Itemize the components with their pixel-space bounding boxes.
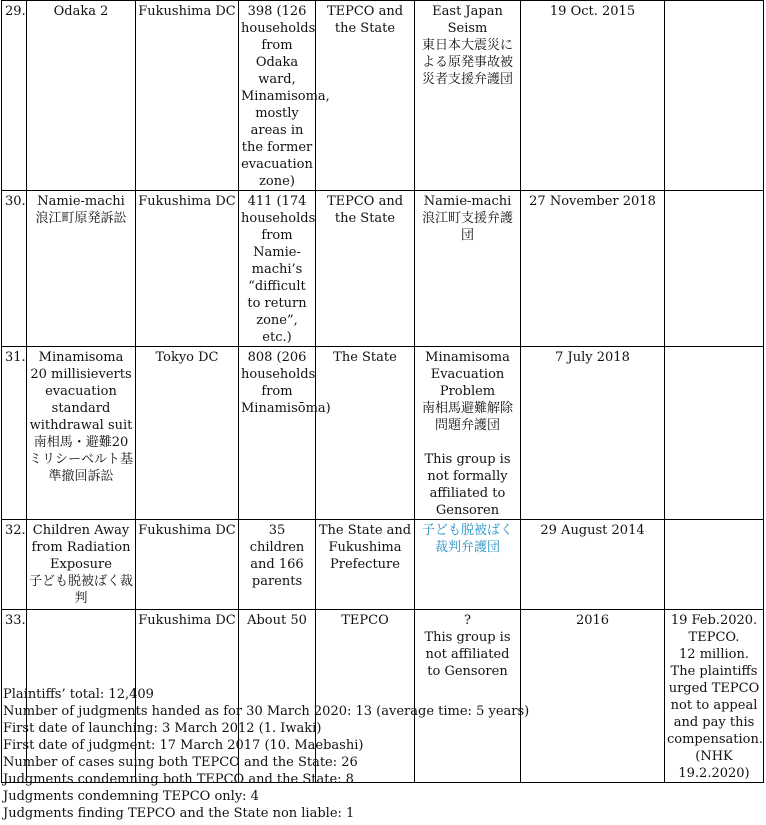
lawyers-line: 南相馬避難解除問題弁護団: [421, 401, 513, 433]
lawyers-line: East Japan Seism: [432, 4, 503, 36]
case-name-line: Namie-machi: [37, 194, 125, 209]
defendants: The State: [316, 347, 415, 520]
summary-line: Judgments condemning both TEPCO and the State: 8: [3, 772, 354, 787]
court: Tokyo DC: [136, 347, 239, 520]
judgment-line: The plaintiffs urged TEPCO not to appeal and pay this compensation.: [667, 664, 763, 747]
lawyers-line: Minamisoma Evacuation Problem: [425, 350, 510, 399]
judgment-line: (NHK 19.2.2020): [678, 749, 750, 781]
lawyers-line: Namie-machi: [423, 194, 512, 209]
summary-line: Judgments finding TEPCO and the State non liable: 1: [3, 806, 355, 821]
court: Fukushima DC: [136, 610, 239, 783]
table-row: [2, 1, 764, 191]
filing-date: 29 August 2014: [521, 520, 665, 610]
judgment-line: 19 Feb.2020.: [670, 613, 758, 628]
court: Fukushima DC: [136, 191, 239, 347]
judgment: [665, 347, 764, 520]
lawyers-spacer: [417, 434, 518, 451]
filing-date: 7 July 2018: [521, 347, 665, 520]
case-number: 33.: [2, 610, 27, 783]
case-name: [27, 347, 136, 520]
lawyers-group-link[interactable]: 子ども脱被ばく裁判弁護団: [421, 523, 513, 555]
case-number: 31.: [2, 347, 27, 520]
case-name-line: 子ども脱被ばく裁判: [29, 574, 134, 606]
defendants: The State and Fukushima Prefecture: [316, 520, 415, 610]
table-row: [2, 520, 764, 610]
judgment: [665, 520, 764, 610]
summary-line: First date of launching: 3 March 2012 (1. Iwaki): [3, 721, 322, 736]
judgment-line: TEPCO.: [688, 630, 740, 645]
lawyers-line: This group is not affiliated to Gensoren: [424, 630, 511, 679]
summary-line: First date of judgment: 17 March 2017 (10. Maebashi): [3, 738, 364, 753]
lawsuits-table: [1, 0, 764, 783]
table-row: [2, 191, 764, 347]
summary-block: [3, 686, 763, 822]
court: Fukushima DC: [136, 1, 239, 191]
judgment: [665, 191, 764, 347]
lawyers-line: 東日本大震災による原発事故被災者支援弁護団: [421, 38, 513, 87]
defendants: TEPCO and the State: [316, 1, 415, 191]
case-name-line: 南相馬・避難20ミリシーベルト基準撤回訴訟: [29, 435, 134, 484]
summary-line: Judgments condemning TEPCO only: 4: [3, 789, 259, 804]
judgment-line: 12 million.: [679, 647, 749, 662]
court: Fukushima DC: [136, 520, 239, 610]
plaintiffs: About 50: [239, 610, 316, 783]
case-name: [27, 191, 136, 347]
case-name: [27, 520, 136, 610]
defendants: TEPCO and the State: [316, 191, 415, 347]
case-number: 29.: [2, 1, 27, 191]
lawyers-line: This group is not formally affiliated to Gensoren: [424, 452, 511, 518]
plaintiffs: 398 (126 households from Odaka ward, Minamisoma, mostly areas in the former evacuation zone): [239, 1, 316, 191]
plaintiffs: 411 (174 households from Namie-machi’s “difficult to return zone”, etc.): [239, 191, 316, 347]
case-number: 30.: [2, 191, 27, 347]
lawyers-group: [415, 347, 521, 520]
lawyers-group: [415, 191, 521, 347]
case-number: 32.: [2, 520, 27, 610]
summary-line: Number of cases suing both TEPCO and the State: 26: [3, 755, 358, 770]
summary-line: Plaintiffs’ total: 12,409: [3, 687, 154, 702]
case-name-line: Odaka 2: [53, 4, 109, 19]
case-name: [27, 1, 136, 191]
case-name-line: 浪江町原発訴訟: [35, 211, 127, 226]
lawyers-group: [415, 520, 521, 610]
case-name-line: Minamisoma 20 millisieverts evacuation standard withdrawal suit: [29, 350, 133, 433]
lawyers-group: [415, 1, 521, 191]
plaintiffs: 35 children and 166 parents: [239, 520, 316, 610]
plaintiffs: 808 (206 households from Minamisōma): [239, 347, 316, 520]
case-name-line: Children Away from Radiation Exposure: [31, 523, 131, 572]
filing-date: 2016: [521, 610, 665, 783]
judgment: [665, 1, 764, 191]
filing-date: 27 November 2018: [521, 191, 665, 347]
filing-date: 19 Oct. 2015: [521, 1, 665, 191]
lawyers-line: ?: [464, 613, 471, 628]
summary-line: Number of judgments handed as for 30 March 2020: 13 (average time: 5 years): [3, 704, 530, 719]
table-row: [2, 347, 764, 520]
defendants: TEPCO: [316, 610, 415, 783]
lawyers-line: 浪江町支援弁護団: [421, 211, 513, 243]
